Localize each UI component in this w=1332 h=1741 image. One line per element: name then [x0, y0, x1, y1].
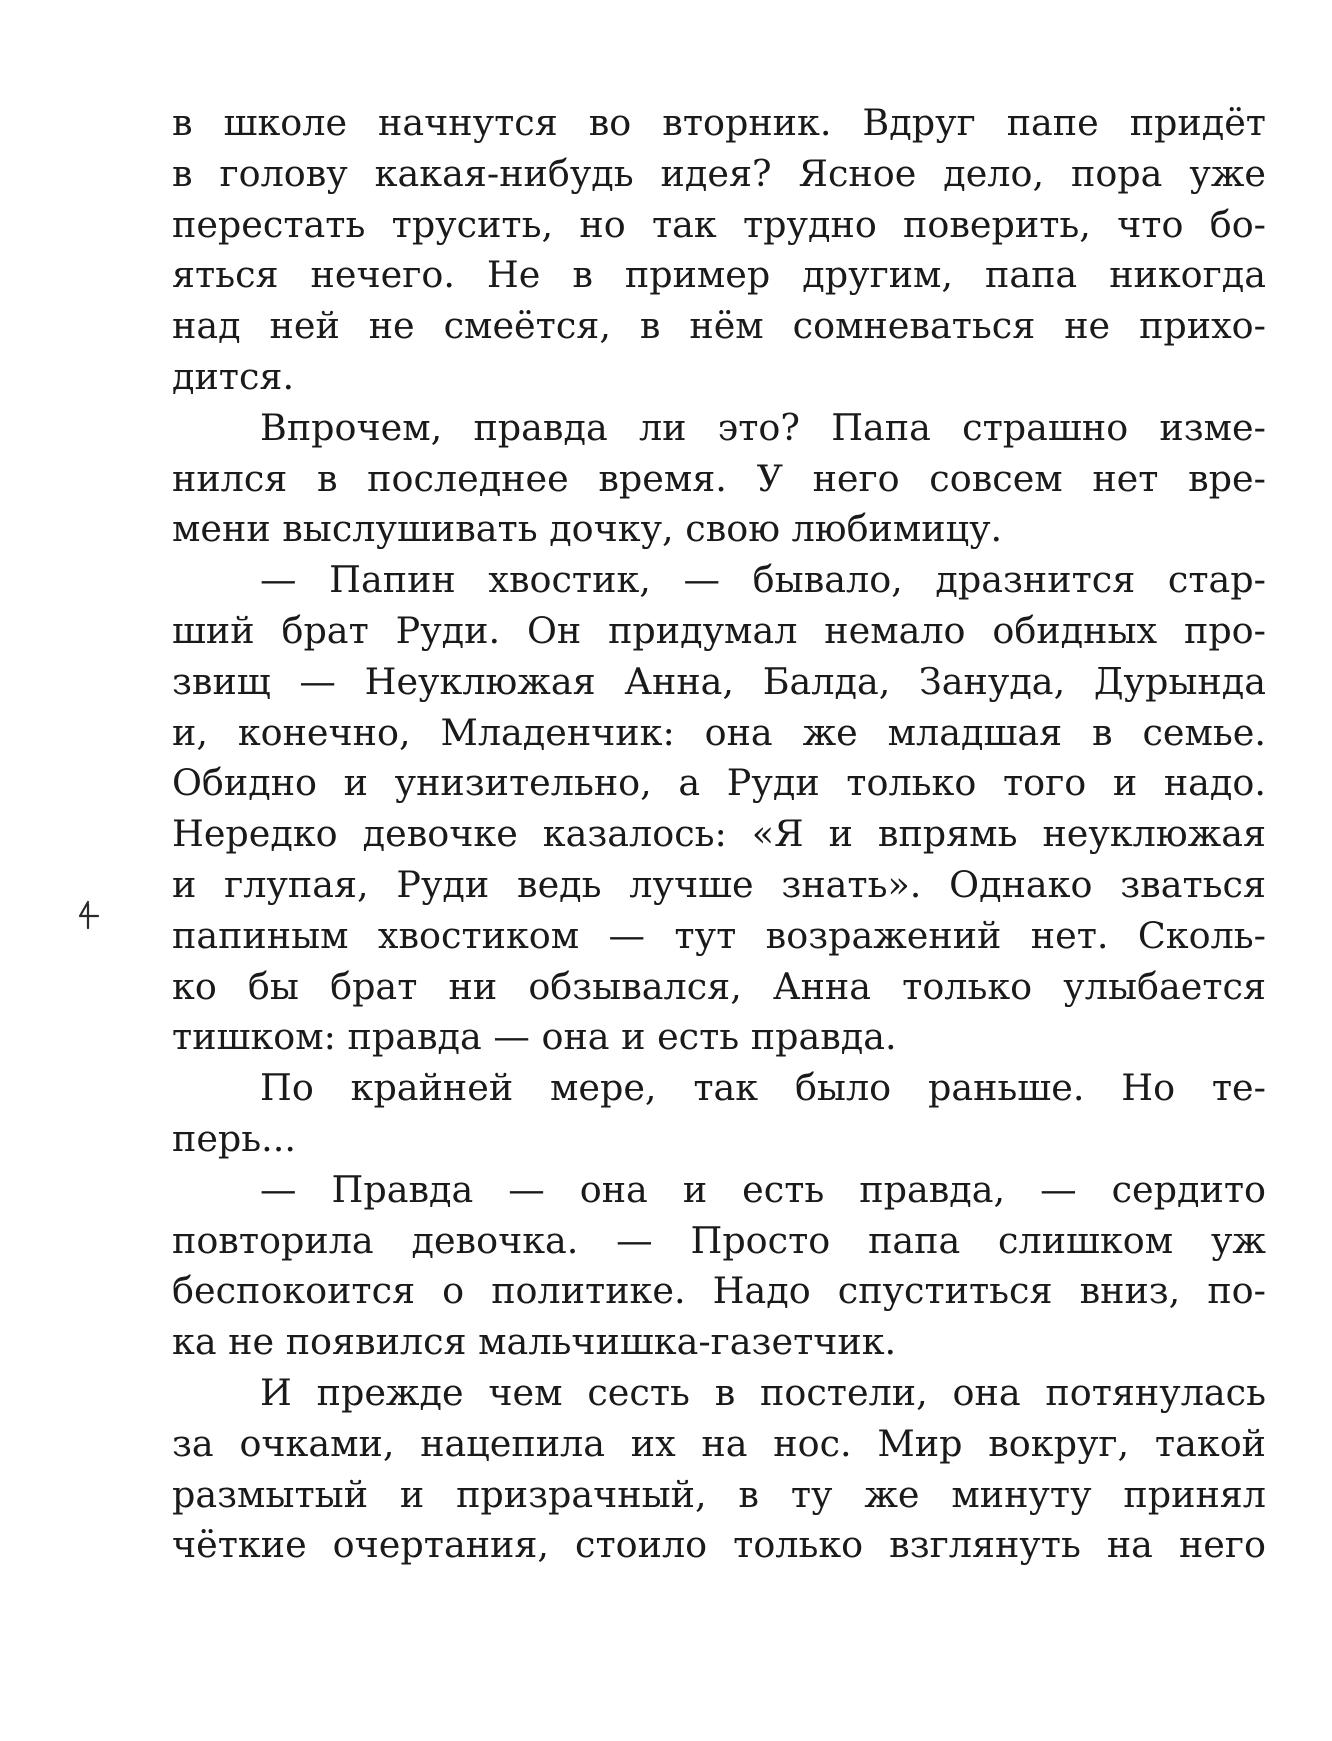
text-line: папиным хвостиком — тут возражений нет. Сколь-	[172, 913, 1266, 957]
text-line: беспокоится о политике. Надо спуститься вниз, по-	[172, 1269, 1266, 1313]
text-line: ка не появился мальчишка-газетчик.	[172, 1320, 897, 1364]
text-line: нился в последнее время. У него совсем нет вре-	[172, 456, 1266, 500]
text-line: перестать трусить, но так трудно поверить, что бо-	[172, 202, 1266, 246]
text-line: И прежде чем сесть в постели, она потянулась	[260, 1370, 1266, 1414]
text-line: дится.	[172, 354, 295, 398]
text-line: ший брат Руди. Он придумал немало обидных про-	[172, 608, 1266, 652]
handwritten-mark-icon	[74, 898, 102, 938]
text-line: тишком: правда — она и есть правда.	[172, 1015, 897, 1059]
text-line: в голову какая-нибудь идея? Ясное дело, пора уже	[172, 151, 1266, 195]
text-line: и, конечно, Младенчик: она же младшая в семье.	[172, 710, 1266, 754]
text-line: звищ — Неуклюжая Анна, Балда, Зануда, Дурында	[172, 659, 1266, 703]
text-line: Нередко девочке казалось: «Я и впрямь неуклюжая	[172, 812, 1266, 856]
text-line: яться нечего. Не в пример другим, папа никогда	[172, 253, 1266, 297]
text-line: размытый и призрачный, в ту же минуту принял	[172, 1472, 1266, 1516]
text-line: перь...	[172, 1116, 296, 1160]
text-line: за очками, нацепила их на нос. Мир вокруг, такой	[172, 1421, 1266, 1465]
text-line: над ней не смеётся, в нём сомневаться не прихо-	[172, 304, 1266, 348]
text-line: повторила девочка. — Просто папа слишком уж	[172, 1218, 1266, 1262]
text-line: чёткие очертания, стоило только взглянуть на него	[172, 1523, 1266, 1567]
text-line: По крайней мере, так было раньше. Но те-	[260, 1066, 1266, 1110]
text-line: — Правда — она и есть правда, — сердито	[260, 1167, 1266, 1211]
page-text	[172, 98, 1266, 1571]
text-line: мени выслушивать дочку, свою любимицу.	[172, 507, 1003, 551]
text-line: — Папин хвостик, — бывало, дразнится стар-	[260, 558, 1266, 602]
text-line: Обидно и унизительно, а Руди только того и надо.	[172, 761, 1266, 805]
text-line: ко бы брат ни обзывался, Анна только улыбается	[172, 964, 1266, 1008]
text-line: и глупая, Руди ведь лучше знать». Однако зваться	[172, 862, 1266, 906]
text-line: Впрочем, правда ли это? Папа страшно изме-	[260, 405, 1266, 449]
text-line: в школе начнутся во вторник. Вдруг папе придёт	[172, 101, 1266, 144]
